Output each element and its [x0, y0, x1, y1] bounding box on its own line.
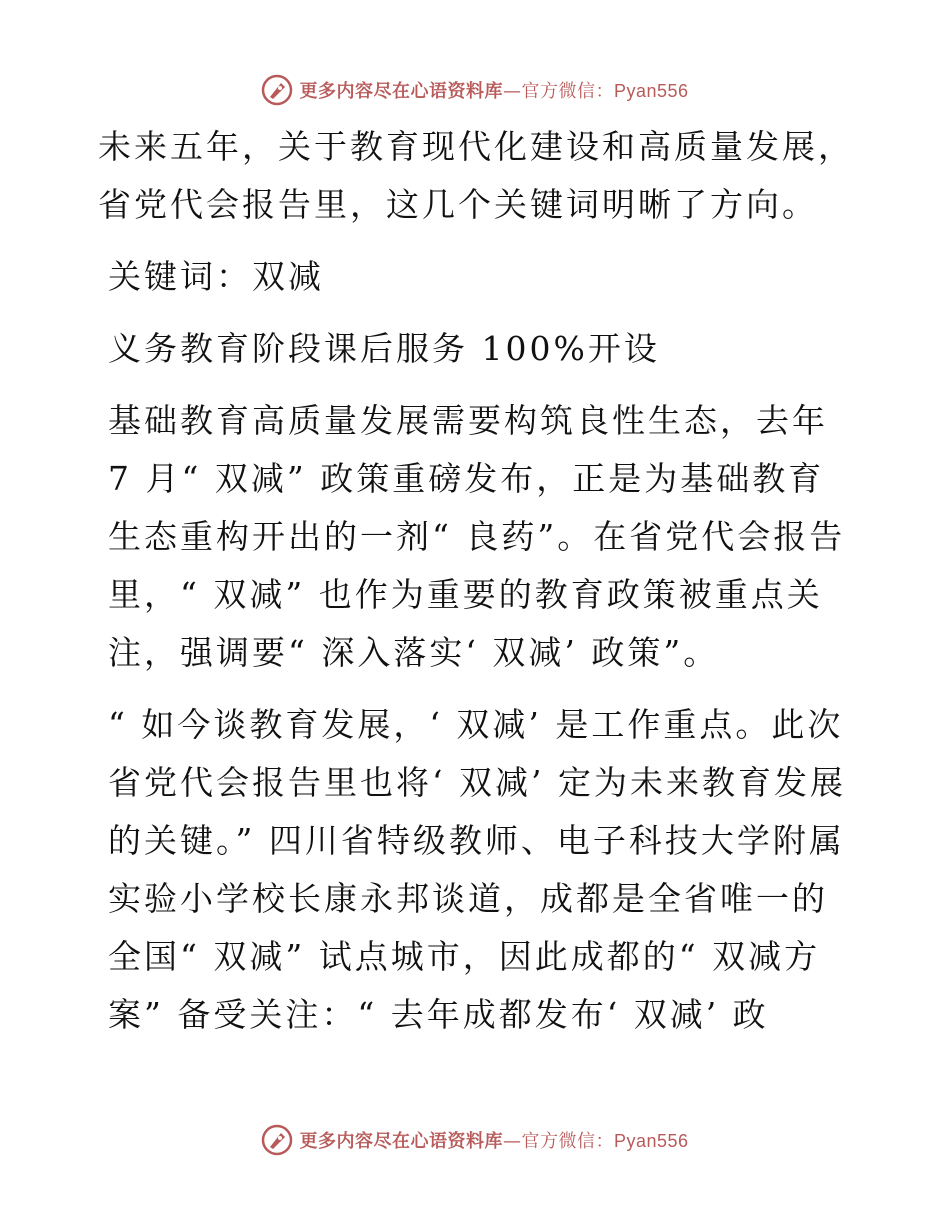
paragraph-quote: “ 如今谈教育发展，‘ 双减’ 是工作重点。此次省党代会报告里也将‘ 双减’ 定为未来教育发展的关键。” 四川省特级教师、电子科技大学附属实验小学校长康永邦谈道，成都是全省唯一的全国“ 双减” 试点城市，因此成都的“ 双减方案” 备受关注：“ 去年成都发布‘ 双减’ 政 — [108, 705, 846, 1034]
watermark-account: Pyan556 — [613, 81, 689, 101]
watermark-label: 官方微信： — [521, 81, 614, 102]
watermark-brand: 更多内容尽在心语资料库 — [299, 81, 503, 102]
paragraph-intro: 未来五年，关于教育现代化建设和高质量发展，省党代会报告里，这几个关键词明晰了方向。 — [98, 127, 854, 224]
watermark-text — [299, 1127, 688, 1153]
pen-nib-logo-icon — [261, 1124, 293, 1156]
watermark-text — [299, 77, 688, 103]
subheading: 义务教育阶段课后服务 100%开设 — [108, 329, 660, 368]
article-body — [98, 118, 858, 1058]
watermark-brand: 更多内容尽在心语资料库 — [299, 1131, 503, 1152]
footer-watermark — [0, 1120, 950, 1160]
pen-nib-logo-icon — [261, 74, 293, 106]
header-watermark — [0, 70, 950, 110]
keyword-heading: 关键词：双减 — [108, 257, 324, 296]
paragraph-policy: 基础教育高质量发展需要构筑良性生态，去年 7 月“ 双减” 政策重磅发布，正是为基础教育生态重构开出的一剂“ 良药”。在省党代会报告里，“ 双减” 也作为重要的教育政策被重点关注，强调要“ 深入落实‘ 双减’ 政策”。 — [108, 401, 846, 672]
watermark-account: Pyan556 — [613, 1131, 689, 1151]
watermark-separator: — — [502, 1131, 522, 1152]
watermark-label: 官方微信： — [521, 1131, 614, 1152]
watermark-separator: — — [502, 81, 522, 102]
